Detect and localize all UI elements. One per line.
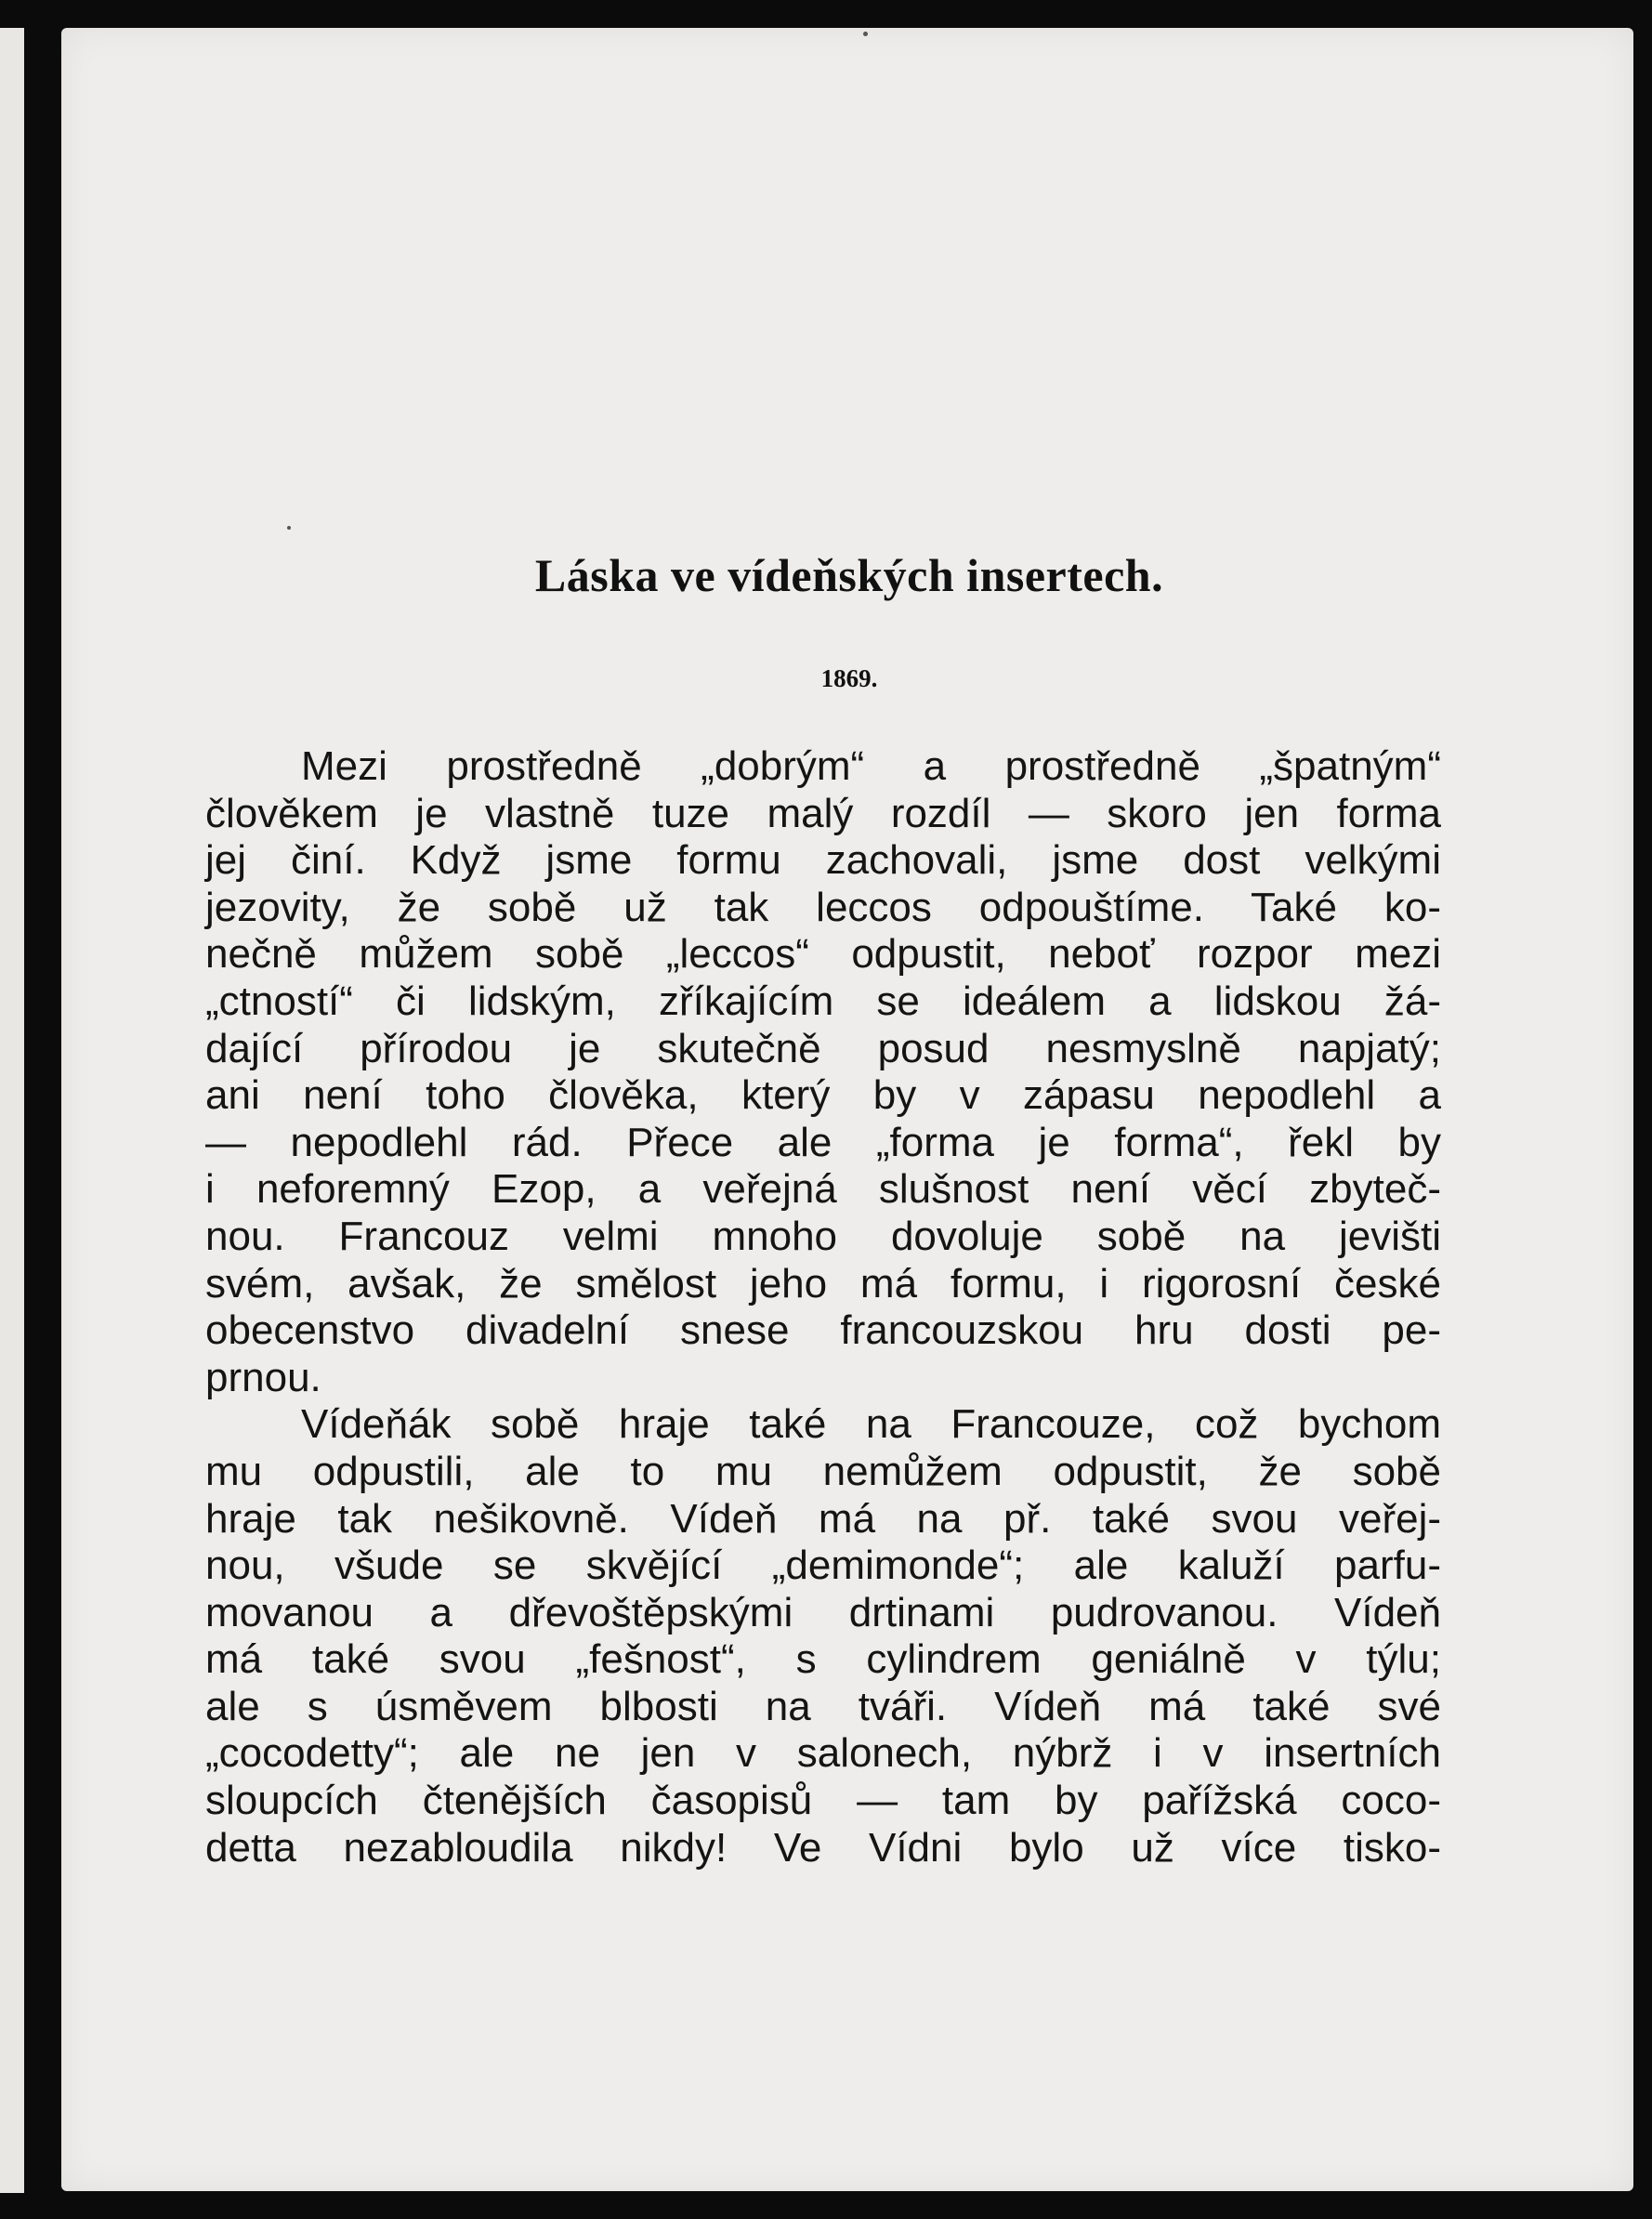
text-line: detta nezabloudila nikdy! Ve Vídni bylo už více tisko-: [205, 1824, 1441, 1871]
text-line: nečně můžem sobě „leccos“ odpustit, neboť rozpor mezi: [205, 931, 1441, 978]
paragraph-2: [205, 1401, 1441, 1871]
text-line: Mezi prostředně „dobrým“ a prostředně „špatným“: [301, 743, 1441, 789]
text-line: movanou a dřevoštěpskými drtinami pudrovanou. Vídeň: [205, 1589, 1441, 1635]
text-line: i neforemný Ezop, a veřejná slušnost není věcí zbyteč-: [205, 1166, 1441, 1213]
text-line: jej činí. Když jsme formu zachovali, jsme dost velkými: [205, 837, 1441, 884]
text-line: ale s úsměvem blbosti na tváři. Vídeň má také své: [205, 1683, 1441, 1729]
chapter-title: Láska ve vídeňských insertech.: [534, 549, 1164, 601]
scan-speck: [863, 32, 868, 36]
text-line: Vídeňák sobě hraje také na Francouze, což bychom: [301, 1401, 1441, 1448]
scan-speck: [287, 526, 291, 530]
text-line: obecenstvo divadelní snese francouzskou hru dosti pe-: [205, 1307, 1441, 1354]
text-line: prnou.: [205, 1354, 321, 1400]
text-line: nou. Francouz velmi mnoho dovoluje sobě na jevišti: [205, 1213, 1441, 1259]
paragraph-1: [205, 743, 1441, 1401]
text-line: má také svou „fešnost“, s cylindrem geniálně v týlu;: [205, 1636, 1441, 1683]
text-line: sloupcích čtenějších časopisů — tam by pařížská coco-: [205, 1778, 1441, 1824]
text-line: ani není toho člověka, který by v zápasu nepodlehl a: [205, 1072, 1441, 1119]
text-line: člověkem je vlastně tuze malý rozdíl — skoro jen forma: [205, 790, 1441, 836]
book-page: [61, 28, 1633, 2191]
text-line: jezovity, že sobě už tak leccos odpouštíme. Také ko-: [205, 884, 1441, 930]
text-line: „ctností“ či lidským, zříkajícím se ideálem a lidskou žá-: [205, 978, 1441, 1024]
text-line: dající přírodou je skutečně posud nesmyslně napjatý;: [205, 1025, 1441, 1071]
facing-page-edge: [0, 28, 24, 2193]
chapter-year: 1869.: [820, 664, 878, 692]
text-line: mu odpustili, ale to mu nemůžem odpustit, že sobě: [205, 1448, 1441, 1494]
body-text: [205, 743, 1441, 1871]
text-line: „cocodetty“; ale ne jen v salonech, nýbrž i v insertních: [205, 1730, 1441, 1777]
text-line: hraje tak nešikovně. Vídeň má na př. také svou veřej-: [205, 1495, 1441, 1542]
text-line: — nepodlehl rád. Přece ale „forma je forma“, řekl by: [205, 1119, 1441, 1165]
text-line: svém, avšak, že smělost jeho má formu, i rigorosní české: [205, 1260, 1441, 1306]
text-line: nou, všude se skvějící „demimonde“; ale kaluží parfu-: [205, 1543, 1441, 1589]
